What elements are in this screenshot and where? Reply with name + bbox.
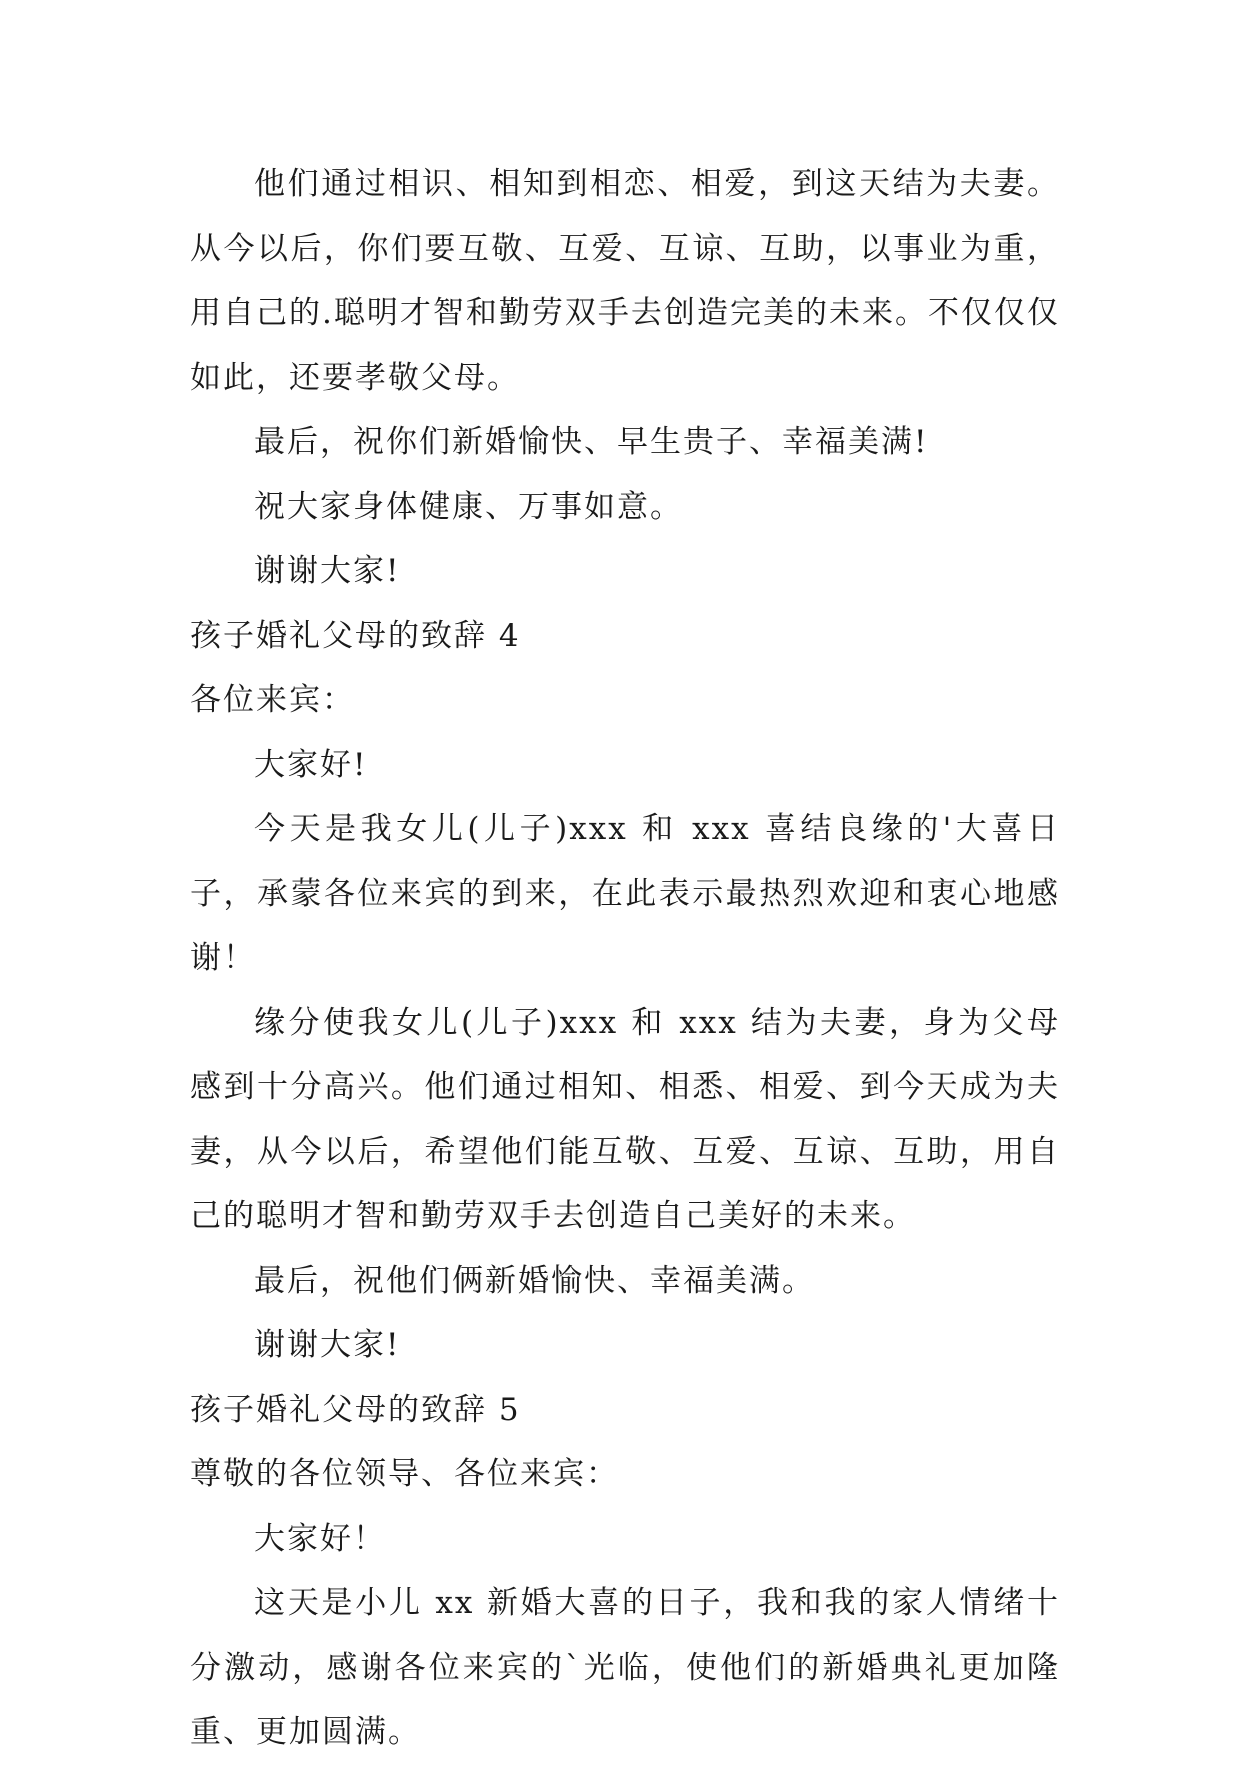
paragraph: 这天是小儿 xx 新婚大喜的日子，我和我的家人情绪十分激动，感谢各位来宾的`光临，使他们的新婚典礼更加隆重、更加圆满。 bbox=[190, 1585, 1060, 1750]
paragraph: 谢谢大家! bbox=[254, 553, 401, 589]
document-body bbox=[190, 152, 1060, 1765]
paragraph: 最后，祝他们俩新婚愉快、幸福美满。 bbox=[254, 1262, 815, 1299]
paragraph: 最后，祝你们新婚愉快、早生贵子、幸福美满! bbox=[254, 424, 929, 460]
salutation: 各位来宾： bbox=[190, 682, 355, 718]
section-heading: 孩子婚礼父母的致辞 4 bbox=[190, 617, 521, 654]
paragraph: 大家好！ bbox=[254, 1520, 386, 1557]
paragraph: 谢谢大家! bbox=[254, 1327, 401, 1363]
paragraph: 祝大家身体健康、万事如意。 bbox=[254, 488, 683, 525]
paragraph: 缘分使我女儿(儿子)xxx 和 xxx 结为夫妻，身为父母感到十分高兴。他们通过相知、相悉、相爱、到今天成为夫妻，从今以后，希望他们能互敬、互爱、互谅、互助，用自己的聪明才智和勤劳双手去创造自己美好的未来。 bbox=[190, 1004, 1060, 1234]
salutation: 尊敬的各位领导、各位来宾： bbox=[190, 1456, 619, 1492]
section-heading: 孩子婚礼父母的致辞 5 bbox=[190, 1391, 521, 1428]
paragraph: 大家好! bbox=[254, 746, 368, 783]
paragraph: 今天是我女儿(儿子)xxx 和 xxx 喜结良缘的'大喜日子，承蒙各位来宾的到来，在此表示最热烈欢迎和衷心地感谢！ bbox=[190, 811, 1060, 976]
paragraph: 他们通过相识、相知到相恋、相爱，到这天结为夫妻。从今以后，你们要互敬、互爱、互谅、互助，以事业为重，用自己的.聪明才智和勤劳双手去创造完美的未来。不仅仅仅如此，还要孝敬父母。 bbox=[190, 166, 1060, 396]
